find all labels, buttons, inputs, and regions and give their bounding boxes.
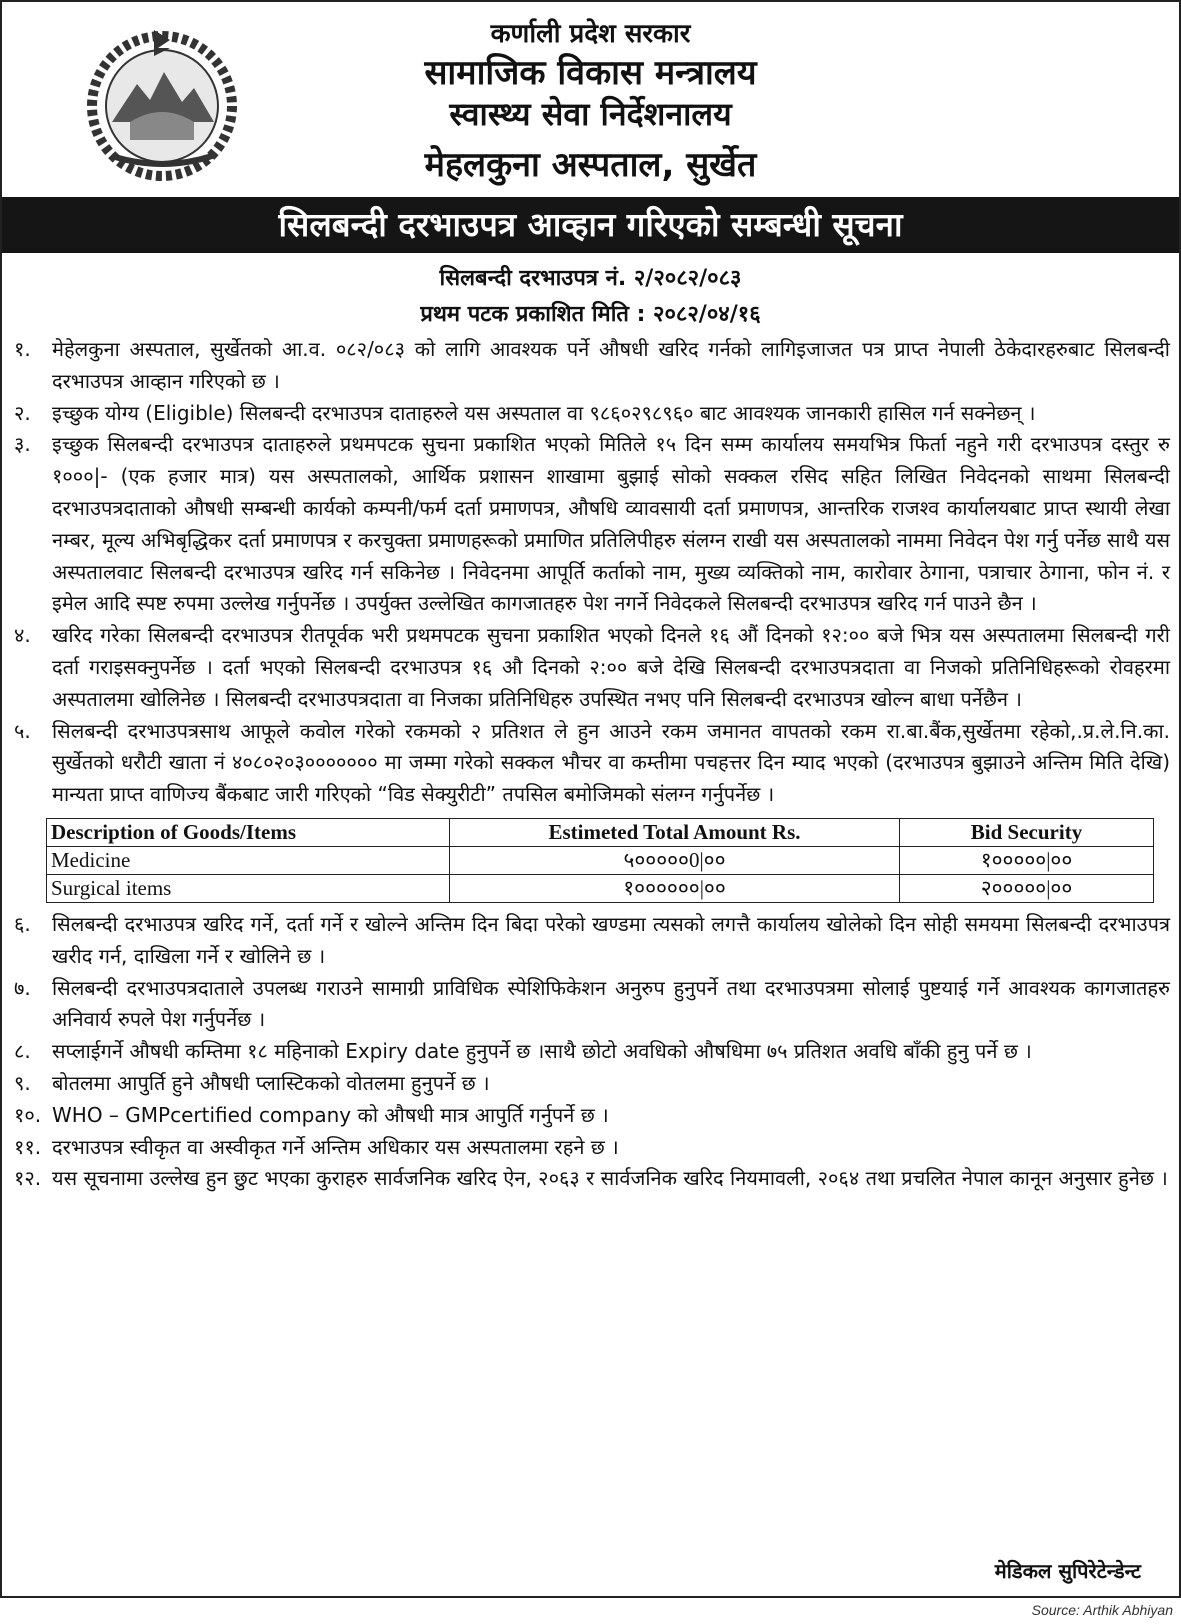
item-text: WHO – GMPcertified company को औषधी मात्र आपुर्ति गर्नुपर्ने छ । bbox=[52, 1102, 609, 1127]
table-header: Bid Security bbox=[900, 818, 1154, 846]
notice-item bbox=[14, 620, 1170, 715]
item-number: ११. bbox=[14, 1134, 42, 1159]
item-text: खरिद गरेका सिलबन्दी दरभाउपत्र रीतपूर्वक भरी प्रथमपटक सुचना प्रकाशित भएको दिनले १६ औं दिनको १२:०० बजे भित्र यस अस्पतालमा सिलबन्दी गरी दर्ता गराइसक्नुपर्नेछ । दर्ता भएको सिलबन्दी दरभाउपत्र १६ औ दिनको २:०० बजे देखि सिलबन्दी दरभाउपत्रदाता वा निजको प्रतिनिधिहरूको रोवहरमा अस्पतालमा खोलिनेछ । सिलबन्दी दरभाउपत्रदाता वा निजका प्रतिनिधिहरु उपस्थित नभए पनि सिलबन्दी दरभाउपत्र खोल्न बाधा पर्नेछैन । bbox=[52, 623, 1170, 711]
table-header: Estimeted Total Amount Rs. bbox=[450, 818, 900, 846]
hospital-name: मेहलकुना अस्पताल, सुर्खेत bbox=[424, 145, 757, 185]
item-number: १. bbox=[14, 337, 31, 361]
table-header-row bbox=[47, 818, 1154, 846]
item-text: सप्लाईगर्ने औषधी कम्तिमा १८ महिनाको Expiry date हुनुपर्ने छ ।साथै छोटो अवधिको औषधिमा ७५ प्रतिशत अवधि बाँकी हुनु पर्ने छ । bbox=[52, 1039, 1032, 1064]
table-cell: Medicine bbox=[47, 846, 450, 874]
notice-item bbox=[14, 1068, 1170, 1100]
notice-item bbox=[14, 1036, 1170, 1068]
notice-body bbox=[14, 334, 1170, 1195]
published-date: प्रथम पटक प्रकाशित मिति : २०८२/०४/१६ bbox=[420, 302, 761, 327]
item-text: दरभाउपत्र स्वीकृत वा अस्वीकृत गर्ने अन्तिम अधिकार यस अस्पतालमा रहने छ । bbox=[52, 1134, 619, 1159]
table-header: Description of Goods/Items bbox=[47, 818, 450, 846]
item-number: १०. bbox=[14, 1102, 42, 1127]
item-text: इच्छुक योग्य (Eligible) सिलबन्दी दरभाउपत्र दाताहरुले यस अस्पताल वा ९८६०२९८९६० बाट आवश्यक जानकारी हासिल गर्न सक्नेछन् । bbox=[52, 400, 1036, 425]
notice-item bbox=[14, 398, 1170, 430]
item-number: ७. bbox=[14, 975, 31, 1000]
notice-title-banner: सिलबन्दी दरभाउपत्र आव्हान गरिएको सम्बन्धी सूचना bbox=[2, 197, 1179, 253]
notice-item bbox=[14, 973, 1170, 1037]
notice-item bbox=[14, 909, 1170, 973]
tender-number: सिलबन्दी दरभाउपत्र नं. २/२०८२/०८३ bbox=[439, 266, 742, 291]
item-text: सिलबन्दी दरभाउपत्रसाथ आफूले कवोल गरेको रकमको २ प्रतिशत ले हुन आउने रकम जमानत वापतको रकम रा.बा.बैंक,सुर्खेतमा रहेको,.प्र.ले.नि.का. सुर्खेतको धरौटी खाता नं ४०८०२०३००००००० मा जम्मा गरेको सक्कल भौचर वा कम्तीमा पचहत्तर दिन म्याद भएको (दरभाउपत्र बुझाउने अन्तिम मिति देखि) मान्यता प्राप्त वाणिज्य बैंकबाट जारी गरिएको “विड सेक्युरीटी” तपसिल बमोजिमको संलग्न गर्नुपर्नेछ । bbox=[52, 718, 1170, 807]
item-number: ५. bbox=[14, 718, 31, 743]
notice-header bbox=[0, 0, 1181, 195]
table-row bbox=[47, 874, 1154, 902]
ministry-name: सामाजिक विकास मन्त्रालय bbox=[424, 53, 757, 93]
source-credit: Source: Arthik Abhiyan bbox=[1031, 1602, 1173, 1618]
item-number: २. bbox=[14, 400, 31, 425]
item-text: मेहेलकुना अस्पताल, सुर्खेतको आ.व. ०८२/०८३ को लागि आवश्यक पर्ने औषधी खरिद गर्नको लागिइजाजत पत्र प्राप्त नेपाली ठेकेदारहरुबाट सिलबन्दी दरभाउपत्र आव्हान गरिएको छ । bbox=[52, 337, 1170, 393]
notice-item bbox=[14, 716, 1170, 811]
item-number: ६. bbox=[14, 911, 31, 936]
notice-item bbox=[14, 334, 1170, 398]
item-text: यस सूचनामा उल्लेख हुन छुट भएका कुराहरु सार्वजनिक खरिद ऐन, २०६३ र सार्वजनिक खरिद नियमावली, २०६४ तथा प्रचलित नेपाल कानून अनुसार हुनेछ । bbox=[52, 1166, 1168, 1191]
notice-item bbox=[14, 1100, 1170, 1132]
province-government: कर्णाली प्रदेश सरकार bbox=[490, 19, 691, 49]
table-row bbox=[47, 846, 1154, 874]
bid-security-table bbox=[46, 818, 1154, 903]
item-number: ९. bbox=[14, 1070, 31, 1095]
item-text: इच्छुक सिलबन्दी दरभाउपत्र दाताहरुले प्रथमपटक सुचना प्रकाशित भएको मितिले १५ दिन सम्म कार्यालय समयभित्र फिर्ता नहुने गरी दरभाउपत्र दस्तुर रु १०००|- (एक हजार मात्र) यस अस्पतालको, आर्थिक प्रशासन शाखामा बुझाई सोको सक्कल रसिद सहित लिखित निवेदनको साथमा सिलबन्दी दरभाउपत्रदाताको औषधी सम्बन्धी कार्यको कम्पनी/फर्म दर्ता प्रमाणपत्र, औषधि व्यावसायी दर्ता प्रमाणपत्र, आन्तरिक राजश्व कार्यालयबाट प्राप्त स्थायी लेखा नम्बर, मूल्य अभिबृद्धिकर दर्ता प्रमाणपत्र र करचुक्ता प्रमाणहरूको प्रमाणित प्रतिलिपीहरु संलग्न राखी यस अस्पतालको नाममा निवेदन पेश गर्नु पर्नेछ साथै यस अस्पतालवाट सिलबन्दी दरभाउपत्र खरिद गर्न सकिनेछ । निवेदनमा आपूर्ति कर्ताको नाम, मुख्य व्यक्तिको नाम, कारोवार ठेगाना, पत्राचार ठेगाना, फोन नं. र इमेल आदि स्पष्ट रुपमा उल्लेख गर्नुपर्नेछ । उपर्युक्त उल्लेखित कागजातहरु पेश नगर्ने निवेदकले सिलबन्दी दरभाउपत्र खरिद गर्न पाउने छैन । bbox=[52, 432, 1170, 616]
item-text: सिलबन्दी दरभाउपत्रदाताले उपलब्ध गराउने सामाग्री प्राविधिक स्पेशिफिकेशन अनुरुप हुनुपर्ने तथा दरभाउपत्रमा सोलाई पुष्टयाई गर्ने आवश्यक कागजातहरु अनिवार्य रुपले पेश गर्नुपर्नेछ । bbox=[52, 975, 1170, 1032]
notice-item bbox=[14, 429, 1170, 620]
notice-item bbox=[14, 1132, 1170, 1164]
table-cell: १०००००|०० bbox=[900, 846, 1154, 874]
table-cell: ५०००००0|०० bbox=[450, 846, 900, 874]
notice-item bbox=[14, 1163, 1170, 1195]
signature-title: मेडिकल सुपिरेटेन्डेन्ट bbox=[994, 1559, 1141, 1583]
item-number: १२. bbox=[14, 1166, 42, 1191]
table-cell: १००००००|०० bbox=[450, 874, 900, 902]
table-cell: २०००००|०० bbox=[900, 874, 1154, 902]
directorate-name: स्वास्थ्य सेवा निर्देशनालय bbox=[449, 95, 732, 133]
table-cell: Surgical items bbox=[47, 874, 450, 902]
item-number: ८. bbox=[14, 1039, 31, 1064]
item-number: ३. bbox=[14, 432, 31, 457]
item-text: बोतलमा आपुर्ति हुने औषधी प्लास्टिकको वोतलमा हुनुपर्ने छ । bbox=[52, 1070, 490, 1095]
item-number: ४. bbox=[14, 623, 31, 648]
item-text: सिलबन्दी दरभाउपत्र खरिद गर्ने, दर्ता गर्ने र खोल्ने अन्तिम दिन बिदा परेको खण्डमा त्यसको लगत्तै कार्यालय खोलेको दिन सोही समयमा सिलबन्दी दरभाउपत्र खरीद गर्न, दाखिला गर्ने र खोलिने छ । bbox=[52, 911, 1170, 968]
